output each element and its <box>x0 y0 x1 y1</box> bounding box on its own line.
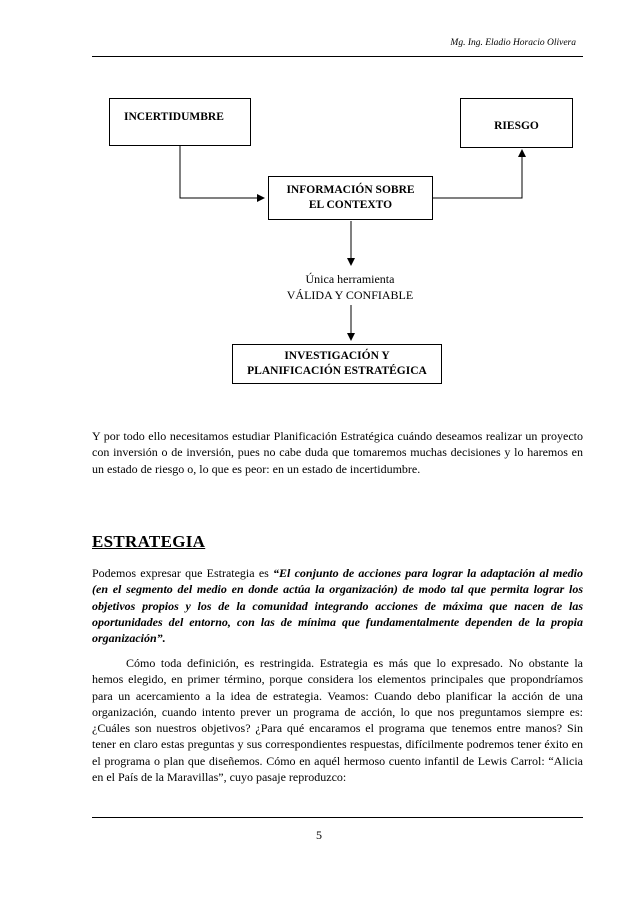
section-title: ESTRATEGIA <box>92 532 206 551</box>
box-investigacion-line1: INVESTIGACIÓN Y <box>284 350 390 362</box>
definition-quote: “El conjunto de acciones para lograr la adaptación al medio (en el segmento del medio en donde actúa la organización) de modo tal que permita lograr los objetivos propios y los de la comunidad integrando acciones de máxima que nacen de las oportunidades del entorno, con las de mínima que fundamentalmente dependen de la propia organización”. <box>92 566 583 646</box>
box-riesgo-label: RIESGO <box>494 120 539 132</box>
page-number: 5 <box>316 828 322 842</box>
footer-rule <box>92 817 583 818</box>
box-investigacion <box>232 344 442 384</box>
box-incertidumbre-label: INCERTIDUMBRE <box>124 111 224 123</box>
connector-info-to-riesgo <box>433 150 522 198</box>
intro-paragraph: Y por todo ello necesitamos estudiar Planificación Estratégica cuándo deseamos realizar un proyecto con inversión o de inversión, pues no cabe duda que tomaremos muchas decisiones y lo haremos en un estado de riesgo o, lo que es peor: en un estado de incertidumbre. <box>92 429 583 476</box>
note-herramienta <box>220 271 480 303</box>
box-informacion-line2: EL CONTEXTO <box>308 199 393 211</box>
body-paragraph: Cómo toda definición, es restringida. Estrategia es más que lo expresado. No obstante la hemos elegido, en primer término, porque considera los elementos principales que propondríamos para un acercamiento a la idea de estrategia. Veamos: Cuando debo planificar la acción de una organización, cuando intento prever un programa de acción, lo que nos preguntamos siempre es: ¿Cuáles son nuestros objetivos? ¿Para qué encaramos el programa que tenemos entre manos? Sin tener en claro estas preguntas y sus correspondientes respuestas, difícilmente podremos tener éxito en el programa o plan que diseñemos. Cómo en aquél hermoso cuento infantil de Lewis Carrol: “Alicia en el País de la Maravillas”, cuyo pasaje reproduzco: <box>92 656 583 785</box>
note-line1: Única herramienta <box>305 272 395 286</box>
box-informacion-line1: INFORMACIÓN SOBRE <box>286 184 415 196</box>
definition-lead: Podemos expresar que Estrategia es <box>92 566 274 580</box>
box-riesgo <box>460 98 573 148</box>
box-incertidumbre <box>109 98 251 146</box>
box-investigacion-line2: PLANIFICACIÓN ESTRATÉGICA <box>247 365 427 377</box>
box-informacion <box>268 176 433 220</box>
definition-paragraph <box>92 565 583 646</box>
header-author: Mg. Ing. Eladio Horacio Olivera <box>450 38 576 48</box>
note-line2: VÁLIDA Y CONFIABLE <box>286 288 414 302</box>
connector-incertidumbre-to-info <box>180 146 264 198</box>
